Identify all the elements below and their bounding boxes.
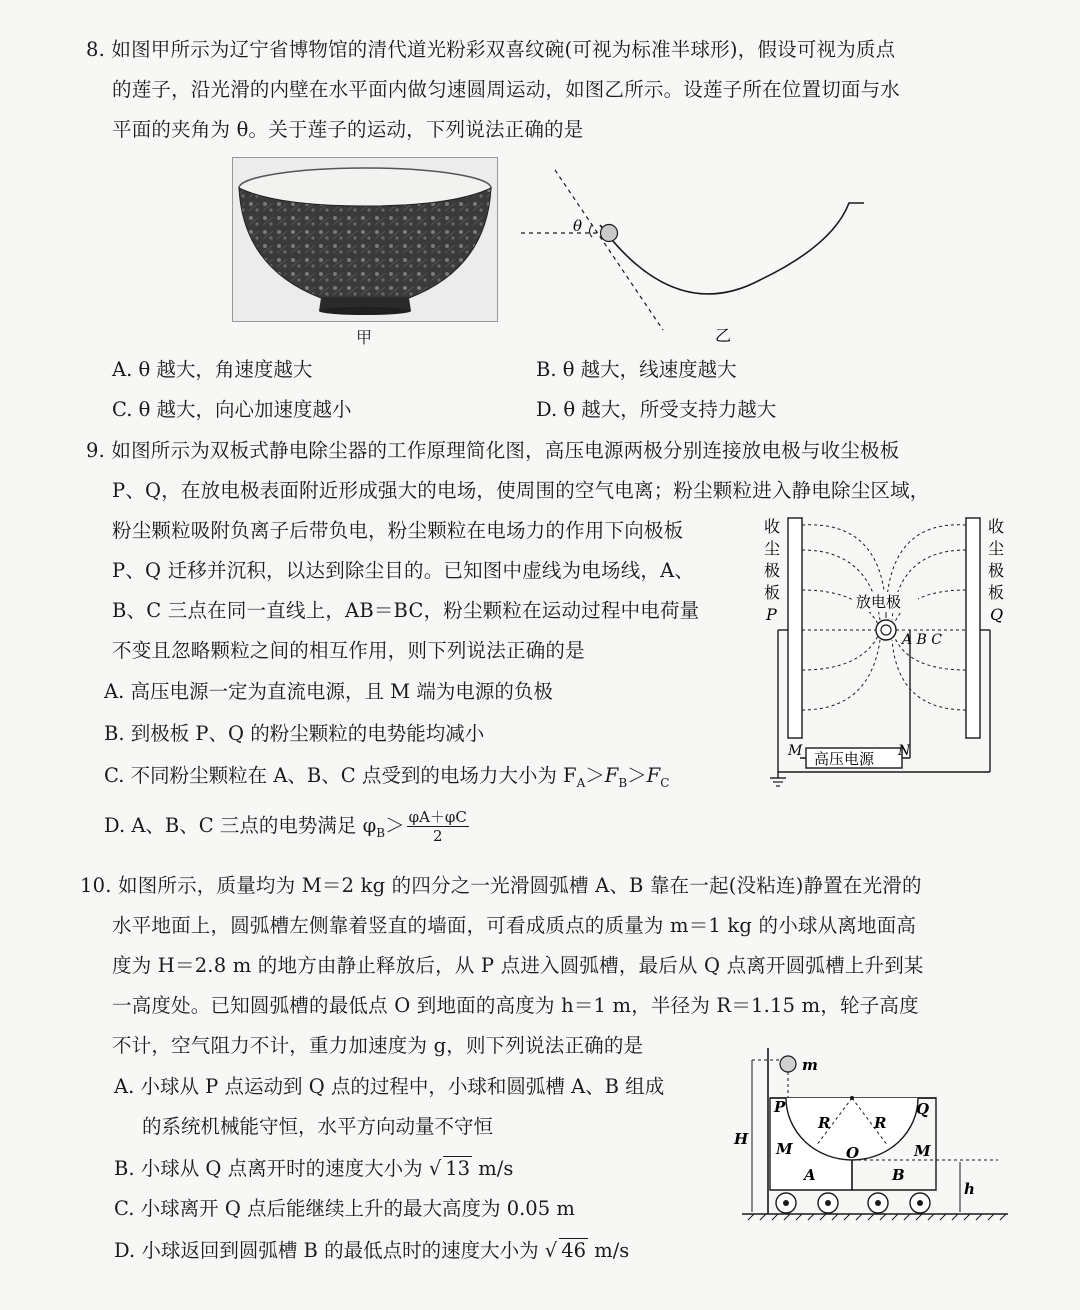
point-q-label: Q bbox=[916, 1100, 930, 1118]
svg-text:尘: 尘 bbox=[764, 539, 781, 558]
q10-line-2: 水平地面上，圆弧槽左侧靠着竖直的墙面，可看成质点的质量为 m＝1 kg 的小球从离地面高 bbox=[112, 914, 917, 937]
power-supply-label: 高压电源 bbox=[814, 750, 875, 768]
svg-text:极: 极 bbox=[764, 561, 781, 580]
radius-label-1: R bbox=[818, 1114, 831, 1132]
plate-p bbox=[788, 518, 802, 738]
lotus-seed-ball bbox=[601, 225, 618, 242]
q10-line-1: 10. 如图所示，质量均为 M＝2 kg 的四分之一光滑圆弧槽 A、B 靠在一起(没粘连)静置在光滑的 bbox=[80, 874, 922, 897]
point-p-label: P bbox=[774, 1098, 786, 1116]
electrode-label: 放电极 bbox=[856, 593, 902, 611]
bowl-cross-section-diagram bbox=[515, 165, 875, 350]
svg-text:Q: Q bbox=[990, 605, 1004, 624]
tangent-line bbox=[555, 170, 663, 330]
mass-label-a: M bbox=[776, 1140, 793, 1158]
small-ball bbox=[780, 1056, 796, 1072]
svg-text:板: 板 bbox=[988, 583, 1005, 602]
q8-line-2: 的莲子，沿光滑的内壁在水平面内做匀速圆周运动，如图乙所示。设莲子所在位置切面与水 bbox=[112, 78, 901, 101]
field-lines bbox=[802, 525, 966, 710]
point-o-label: O bbox=[846, 1144, 860, 1162]
right-plate-label bbox=[988, 517, 1004, 624]
height-h-big-label: H bbox=[734, 1130, 749, 1148]
angle-arc bbox=[590, 225, 593, 237]
fig-a-caption: 甲 bbox=[356, 328, 373, 347]
svg-text:极: 极 bbox=[988, 561, 1005, 580]
q9-line-3: 粉尘颗粒吸附负离子后带负电，粉尘颗粒在电场力的作用下向极板 bbox=[112, 519, 684, 542]
q8-option-a: A. θ 越大，角速度越大 bbox=[112, 358, 313, 381]
q9-line-6: 不变且忽略颗粒之间的相互作用，则下列说法正确的是 bbox=[112, 639, 585, 662]
theta-label: θ bbox=[573, 217, 583, 235]
points-abc-label: A B C bbox=[902, 632, 943, 648]
q9-line-4: P、Q 迁移并沉积，以达到除尘目的。已知图中虚线为电场线，A、 bbox=[112, 559, 695, 582]
slot-a-label: A bbox=[804, 1166, 816, 1184]
q8-option-d: D. θ 越大，所受支持力越大 bbox=[536, 398, 777, 421]
q10-option-b: B. 小球从 Q 点离开时的速度大小为 √ 13 m/s bbox=[114, 1157, 514, 1180]
precipitator-diagram bbox=[760, 510, 1020, 790]
q8-line-1: 8. 如图甲所示为辽宁省博物馆的清代道光粉彩双喜纹碗(可视为标准半球形)，假设可视为质点 bbox=[86, 38, 896, 61]
q8-option-b: B. θ 越大，线速度越大 bbox=[536, 358, 737, 381]
svg-text:P: P bbox=[766, 605, 777, 624]
bowl-illustration bbox=[233, 158, 497, 321]
left-plate-label bbox=[764, 517, 780, 624]
q9-option-d-fraction: $\frac{\varphi A+\varphi C}{2}$ bbox=[408, 808, 467, 845]
mass-label-b: M bbox=[914, 1142, 931, 1160]
q9-line-1: 9. 如图所示为双板式静电除尘器的工作原理简化图，高压电源两极分别连接放电极与收尘极板 bbox=[86, 439, 900, 462]
slot-b-label: B bbox=[892, 1166, 905, 1184]
q10-option-c: C. 小球离开 Q 点后能继续上升的最大高度为 0.05 m bbox=[114, 1197, 575, 1220]
svg-text:收: 收 bbox=[988, 517, 1005, 536]
q9-option-c: C. 不同粉尘颗粒在 A、B、C 点受到的电场力大小为 $F_A>F_B>F_C$ bbox=[104, 764, 670, 790]
q9-line-2: P、Q，在放电极表面附近形成强大的电场，使周围的空气电离；粉尘颗粒进入静电除尘区域， bbox=[112, 479, 930, 502]
q9-line-5: B、C 三点在同一直线上，AB＝BC，粉尘颗粒在运动过程中电荷量 bbox=[112, 599, 700, 622]
wheels bbox=[776, 1193, 930, 1213]
bowl-photo bbox=[232, 157, 498, 322]
q10-line-3: 度为 H＝2.8 m 的地方由静止释放后，从 P 点进入圆弧槽，最后从 Q 点离开圆弧槽上升到某 bbox=[112, 954, 924, 977]
arc-slot-diagram bbox=[728, 1048, 1018, 1228]
height-h-small-label: h bbox=[964, 1180, 975, 1198]
q10-line-4: 一高度处。已知圆弧槽的最低点 O 到地面的高度为 h＝1 m，半径为 R＝1.15 m，轮子高度 bbox=[112, 994, 919, 1017]
terminal-m-label: M bbox=[788, 743, 803, 759]
q8-option-c: C. θ 越大，向心加速度越小 bbox=[112, 398, 352, 421]
q10-line-5: 不计，空气阻力不计，重力加速度为 g，则下列说法正确的是 bbox=[112, 1034, 644, 1057]
q9-option-a: A. 高压电源一定为直流电源，且 M 端为电源的负极 bbox=[104, 680, 553, 703]
q8-line-3: 平面的夹角为 θ。关于莲子的运动，下列说法正确的是 bbox=[112, 118, 584, 141]
q9-option-d: D. A、B、C 三点的电势满足 $\varphi_B>$ $\frac{\varphi A+\varphi C}{2}$ bbox=[104, 808, 467, 845]
q10-option-a-line-2: 的系统机械能守恒，水平方向动量不守恒 bbox=[142, 1115, 494, 1138]
q9-option-d-text: D. A、B、C 三点的电势满足 φ bbox=[104, 814, 377, 837]
svg-text:尘: 尘 bbox=[988, 539, 1005, 558]
plate-q bbox=[966, 518, 980, 738]
svg-text:板: 板 bbox=[764, 583, 781, 602]
ball-mass-label: m bbox=[802, 1056, 818, 1074]
radius-label-2: R bbox=[874, 1114, 887, 1132]
svg-text:收: 收 bbox=[764, 517, 781, 536]
terminal-n-label: N bbox=[898, 743, 911, 759]
q9-option-b: B. 到极板 P、Q 的粉尘颗粒的电势能均减小 bbox=[104, 722, 485, 745]
q10-option-d: D. 小球返回到圆弧槽 B 的最低点时的速度大小为 √ 46 m/s bbox=[114, 1239, 630, 1262]
fig-b-caption: 乙 bbox=[715, 326, 732, 345]
bowl-inner-wall bbox=[600, 203, 864, 294]
q10-option-a-line-1: A. 小球从 P 点运动到 Q 点的过程中，小球和圆弧槽 A、B 组成 bbox=[114, 1075, 665, 1098]
q9-option-c-text: C. 不同粉尘颗粒在 A、B、C 点受到的电场力大小为 F bbox=[104, 764, 577, 787]
